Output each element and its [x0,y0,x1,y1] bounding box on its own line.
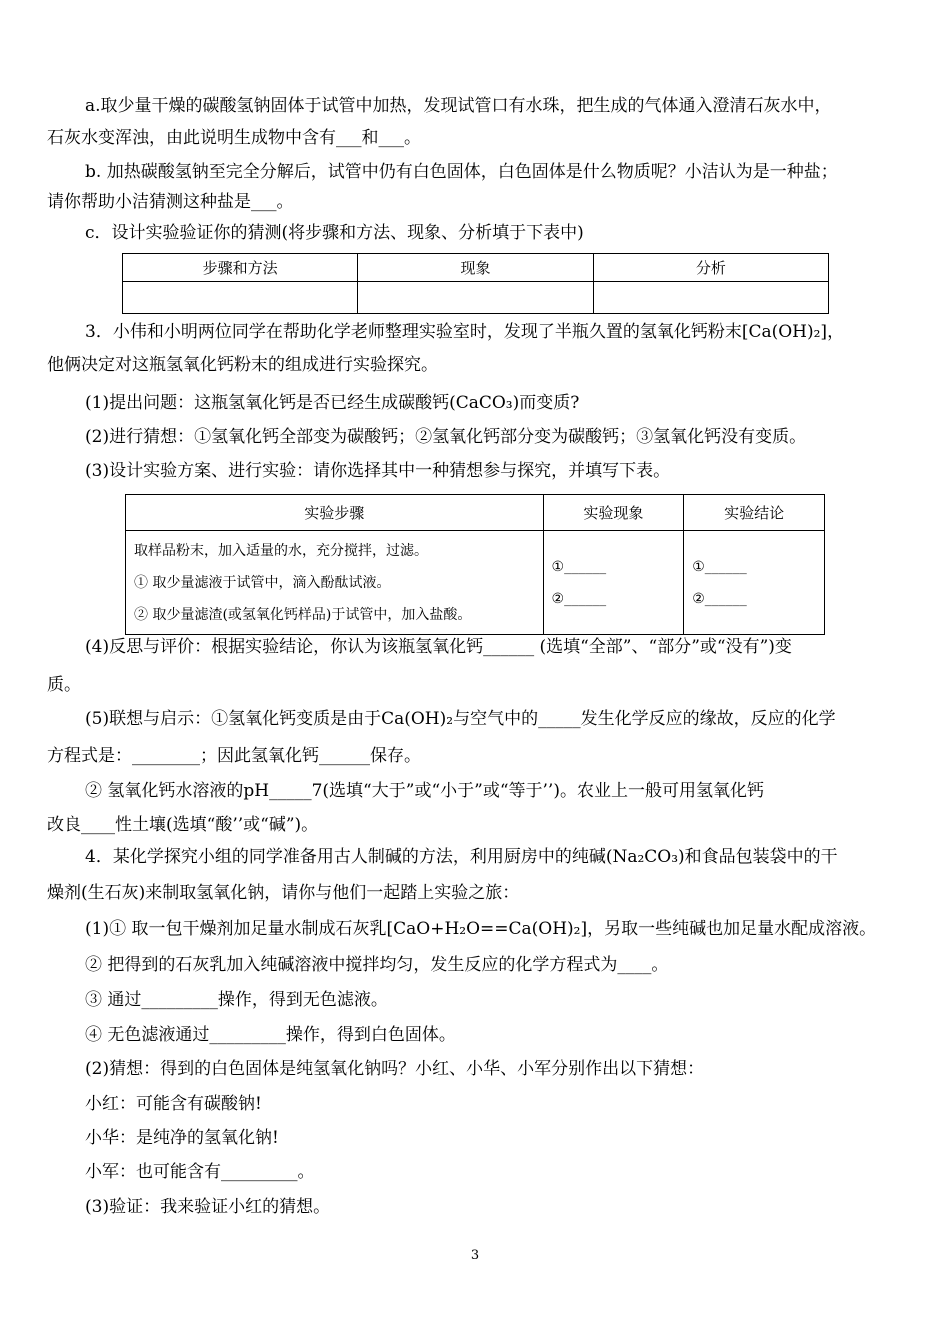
text-2a-line1: a.取少量干燥的碳酸氢钠固体于试管中加热，发现试管口有水珠，把生成的气体通入澄清石灰水中， [85,96,832,116]
text-2c: c．设计实验验证你的猜测(将步骤和方法、现象、分析填于下表中) [85,223,584,243]
text-4-s3: ③ 通过_________操作，得到无色滤液。 [85,990,388,1010]
table-cell-steps [126,531,544,635]
text-4-s7: 小华：是纯净的氢氧化钠! [85,1128,279,1148]
text-4-s9: (3)验证：我来验证小红的猜想。 [85,1197,331,1217]
phenomenon-blank: ②______ [551,590,607,607]
text-4-line1: 4．某化学探究小组的同学准备用古人制碱的方法，利用厨房中的纯碱(Na₂CO₃)和食品包装袋中的干 [85,847,838,867]
text-3-q5-line1: (5)联想与启示：①氢氧化钙变质是由于Ca(OH)₂与空气中的_____发生化学反应的缘故，反应的化学 [85,709,836,729]
table-cell-empty [358,282,593,314]
conclusion-blank: ①______ [692,558,747,575]
table-header: 实验步骤 [126,495,544,531]
text-4-s8: 小军：也可能含有_________。 [85,1162,315,1182]
table-header: 分析 [593,254,828,282]
text-2b-line2: 请你帮助小洁猜测这种盐是___。 [47,192,294,212]
text-3-q4-line2: 质。 [47,675,81,695]
text-4-s5: (2)猜想：得到的白色固体是纯氢氧化钠吗？小红、小华、小军分别作出以下猜想： [85,1059,705,1079]
text-4-s4: ④ 无色滤液通过_________操作，得到白色固体。 [85,1025,456,1045]
table-cell-empty [123,282,358,314]
step-text: 取样品粉末，加入适量的水，充分搅拌，过滤。 [134,542,428,559]
table-2c [122,253,829,314]
text-4-s6: 小红：可能含有碳酸钠! [85,1094,262,1114]
table-header: 实验现象 [543,495,684,531]
table-header: 现象 [358,254,593,282]
table-3-experiment [125,494,825,635]
text-4-s2: ② 把得到的石灰乳加入纯碱溶液中搅拌均匀，发生反应的化学方程式为____。 [85,955,669,975]
step-text: ② 取少量滤渣(或氢氧化钙样品)于试管中，加入盐酸。 [134,606,472,623]
text-3-q3: (3)设计实验方案、进行实验：请你选择其中一种猜想参与探究，并填写下表。 [85,461,671,481]
table-cell-conclusions [684,531,825,635]
text-3-line2: 他俩决定对这瓶氢氧化钙粉末的组成进行实验探究。 [47,355,438,375]
text-2b-line1: b. 加热碳酸氢钠至完全分解后，试管中仍有白色固体，白色固体是什么物质呢？小洁认为是一种盐； [85,162,838,182]
text-2a-line2: 石灰水变浑浊，由此说明生成物中含有___和___。 [47,128,421,148]
text-4-line2: 燥剂(生石灰)来制取氢氧化钠，请你与他们一起踏上实验之旅： [47,883,520,903]
table-header: 实验结论 [684,495,825,531]
table-cell-phenomena [543,531,684,635]
table-header: 步骤和方法 [123,254,358,282]
page-number: 3 [470,1248,480,1263]
text-3-q5-line2: 方程式是：________；因此氢氧化钙______保存。 [47,746,421,766]
conclusion-blank: ②______ [692,590,747,607]
text-3-q4-line1: (4)反思与评价：根据实验结论，你认为该瓶氢氧化钙______ (选填“全部”、“部分”或“没有”)变 [85,637,792,657]
text-3-q1: (1)提出问题：这瓶氢氧化钙是否已经生成碳酸钙(CaCO₃)而变质? [85,393,580,413]
text-3-q5-line3: ② 氢氧化钙水溶液的pH_____7(选填“大于”或“小于”或“等于’’)。农业上一般可用氢氧化钙 [85,781,764,801]
phenomenon-blank: ①______ [551,558,607,575]
table-cell-empty [593,282,828,314]
text-3-q5-line4: 改良____性土壤(选填“酸’’或“碱”)。 [47,815,319,835]
text-3-line1: 3．小伟和小明两位同学在帮助化学老师整理实验室时，发现了半瓶久置的氢氧化钙粉末[Ca(OH)₂]， [85,322,845,342]
step-text: ① 取少量滤液于试管中，滴入酚酞试液。 [134,574,391,591]
text-3-q2: (2)进行猜想：①氢氧化钙全部变为碳酸钙；②氢氧化钙部分变为碳酸钙；③氢氧化钙没有变质。 [85,427,807,447]
text-4-s1: (1)① 取一包干燥剂加足量水制成石灰乳[CaO+H₂O==Ca(OH)₂]，另取一些纯碱也加足量水配成溶液。 [85,919,877,939]
